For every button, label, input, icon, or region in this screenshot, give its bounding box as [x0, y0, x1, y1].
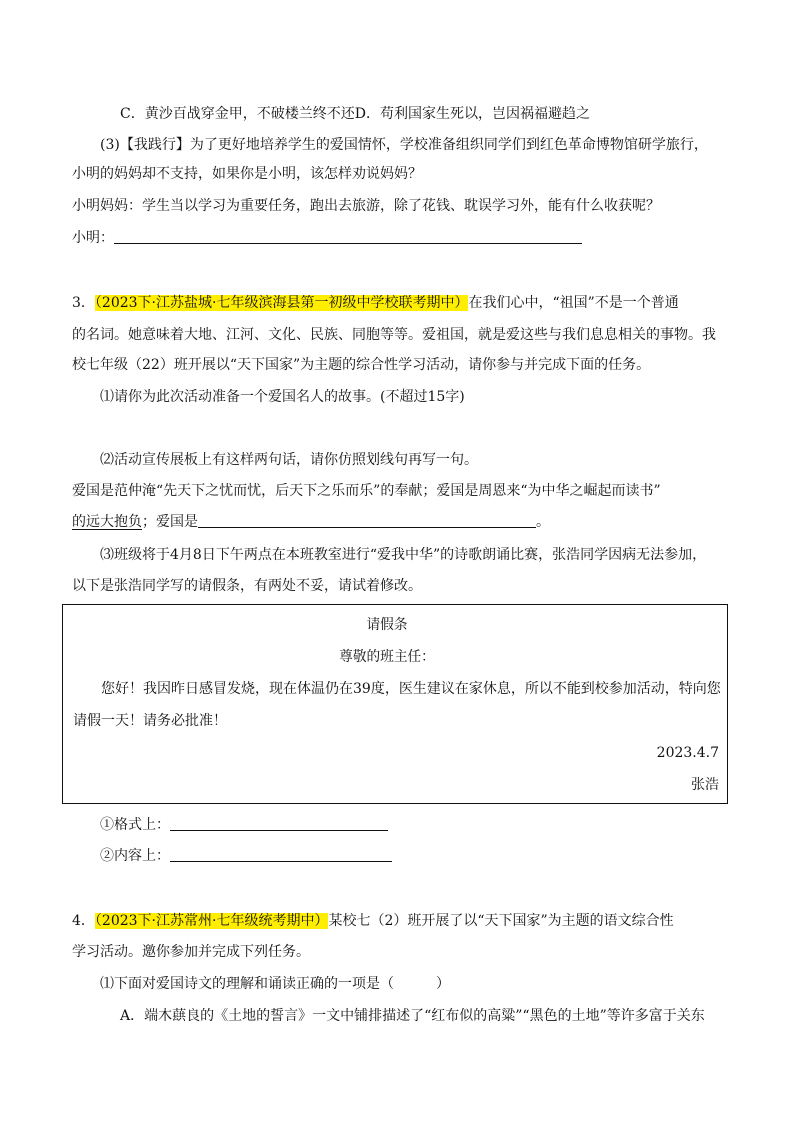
leave-note-date: 2023.4.7 — [656, 745, 719, 761]
q2-task3-line2: 小明的妈妈却不支持，如果你是小明，该怎样劝说妈妈？ — [72, 166, 422, 182]
q3-task3-line1: ⑶班级将于4月8日下午两点在本班教室进行“爱我中华”的诗歌朗诵比赛，张浩同学因病无法参加， — [100, 547, 707, 563]
q3-task3-line2: 以下是张浩同学写的请假条，有两处不妥，请试着修改。 — [72, 578, 422, 594]
answer2-label: ②内容上： — [100, 848, 170, 864]
mom-line: 小明妈妈：学生当以学习为重要任务，跑出去旅游，除了花钱、耽误学习外，能有什么收获呢？ — [72, 198, 660, 214]
q3-stem-line3: 校七年级（22）班开展以“天下国家”为主题的综合性学习活动，请你参与并完成下面的任务。 — [72, 357, 651, 373]
content-answer-blank[interactable] — [170, 847, 392, 862]
q3-number: 3． — [72, 295, 95, 311]
imitation-sentence-blank[interactable] — [198, 513, 536, 528]
q3-task2: ⑵活动宣传展板上有这样两句话，请你仿照划线句再写一句。 — [100, 452, 478, 468]
q3-answer2 — [100, 846, 392, 866]
leave-note-body-line2: 请假一天！请务必批准！ — [73, 713, 227, 729]
q4-task1: ⑴下面对爱国诗文的理解和诵读正确的一项是（ ） — [100, 976, 450, 992]
q4-stem-line2: 学习活动。邀你参加并完成下列任务。 — [72, 944, 310, 960]
format-answer-blank[interactable] — [170, 816, 388, 831]
xiaoming-answer — [72, 228, 582, 248]
example-continuation: ；爱国是 — [142, 514, 198, 530]
q3-example-line2 — [72, 512, 550, 532]
example-end: 。 — [536, 514, 550, 530]
leave-note-body-line1: 您好！我因昨日感冒发烧，现在体温仍在39度，医生建议在家休息，所以不能到校参加活动，特向您 — [101, 681, 721, 697]
q4-stem-text: 某校七（2）班开展了以“天下国家”为主题的语文综合性 — [328, 913, 674, 929]
xiaoming-label: 小明： — [72, 230, 114, 246]
xiaoming-answer-blank[interactable] — [114, 229, 582, 244]
q3-stem-line1 — [72, 293, 679, 313]
q4-stem-line1 — [72, 911, 674, 931]
leave-note-salutation: 尊敬的班主任： — [339, 649, 435, 665]
q3-stem-line2: 的名词。她意味着大地、江河、文化、民族、同胞等等。爱祖国，就是爱这些与我们息息相关的事物。我 — [72, 327, 716, 343]
q3-example-line1: 爱国是范仲淹“先天下之忧而忧，后天下之乐而乐”的奉献；爱国是周恩来“为中华之崛起而读书” — [72, 483, 661, 499]
q3-answer1 — [100, 815, 388, 835]
q3-source-highlight: （2023下·江苏盐城·七年级滨海县第一初级中学校联考期中） — [94, 295, 469, 311]
option-d-text: D．苟利国家生死以，岂因祸福避趋之 — [354, 106, 590, 122]
answer1-label: ①格式上： — [100, 817, 170, 833]
leave-note-signature: 张浩 — [691, 777, 719, 793]
q3-stem-text: 在我们心中，“祖国”不是一个普通 — [468, 295, 679, 311]
q3-task1: ⑴请你为此次活动准备一个爱国名人的故事。(不超过15字) — [100, 389, 465, 405]
q4-number: 4． — [72, 913, 95, 929]
q4-option-a: A．端木蕻良的《土地的誓言》一文中铺排描述了“红布似的高粱”“黑色的土地”等许多富于关东 — [120, 1008, 705, 1024]
q2-task3-line1: (3)【我践行】为了更好地培养学生的爱国情怀，学校准备组织同学们到红色革命博物馆研学旅行， — [100, 137, 708, 153]
leave-note-title: 请假条 — [366, 617, 408, 633]
leave-note-box — [62, 604, 728, 804]
q4-source-highlight: （2023下·江苏常州·七年级统考期中） — [94, 913, 329, 929]
option-c-text: C．黄沙百战穿金甲，不破楼兰终不还 — [120, 106, 355, 122]
option-c — [120, 104, 590, 124]
underlined-phrase: 的远大抱负 — [72, 514, 142, 530]
